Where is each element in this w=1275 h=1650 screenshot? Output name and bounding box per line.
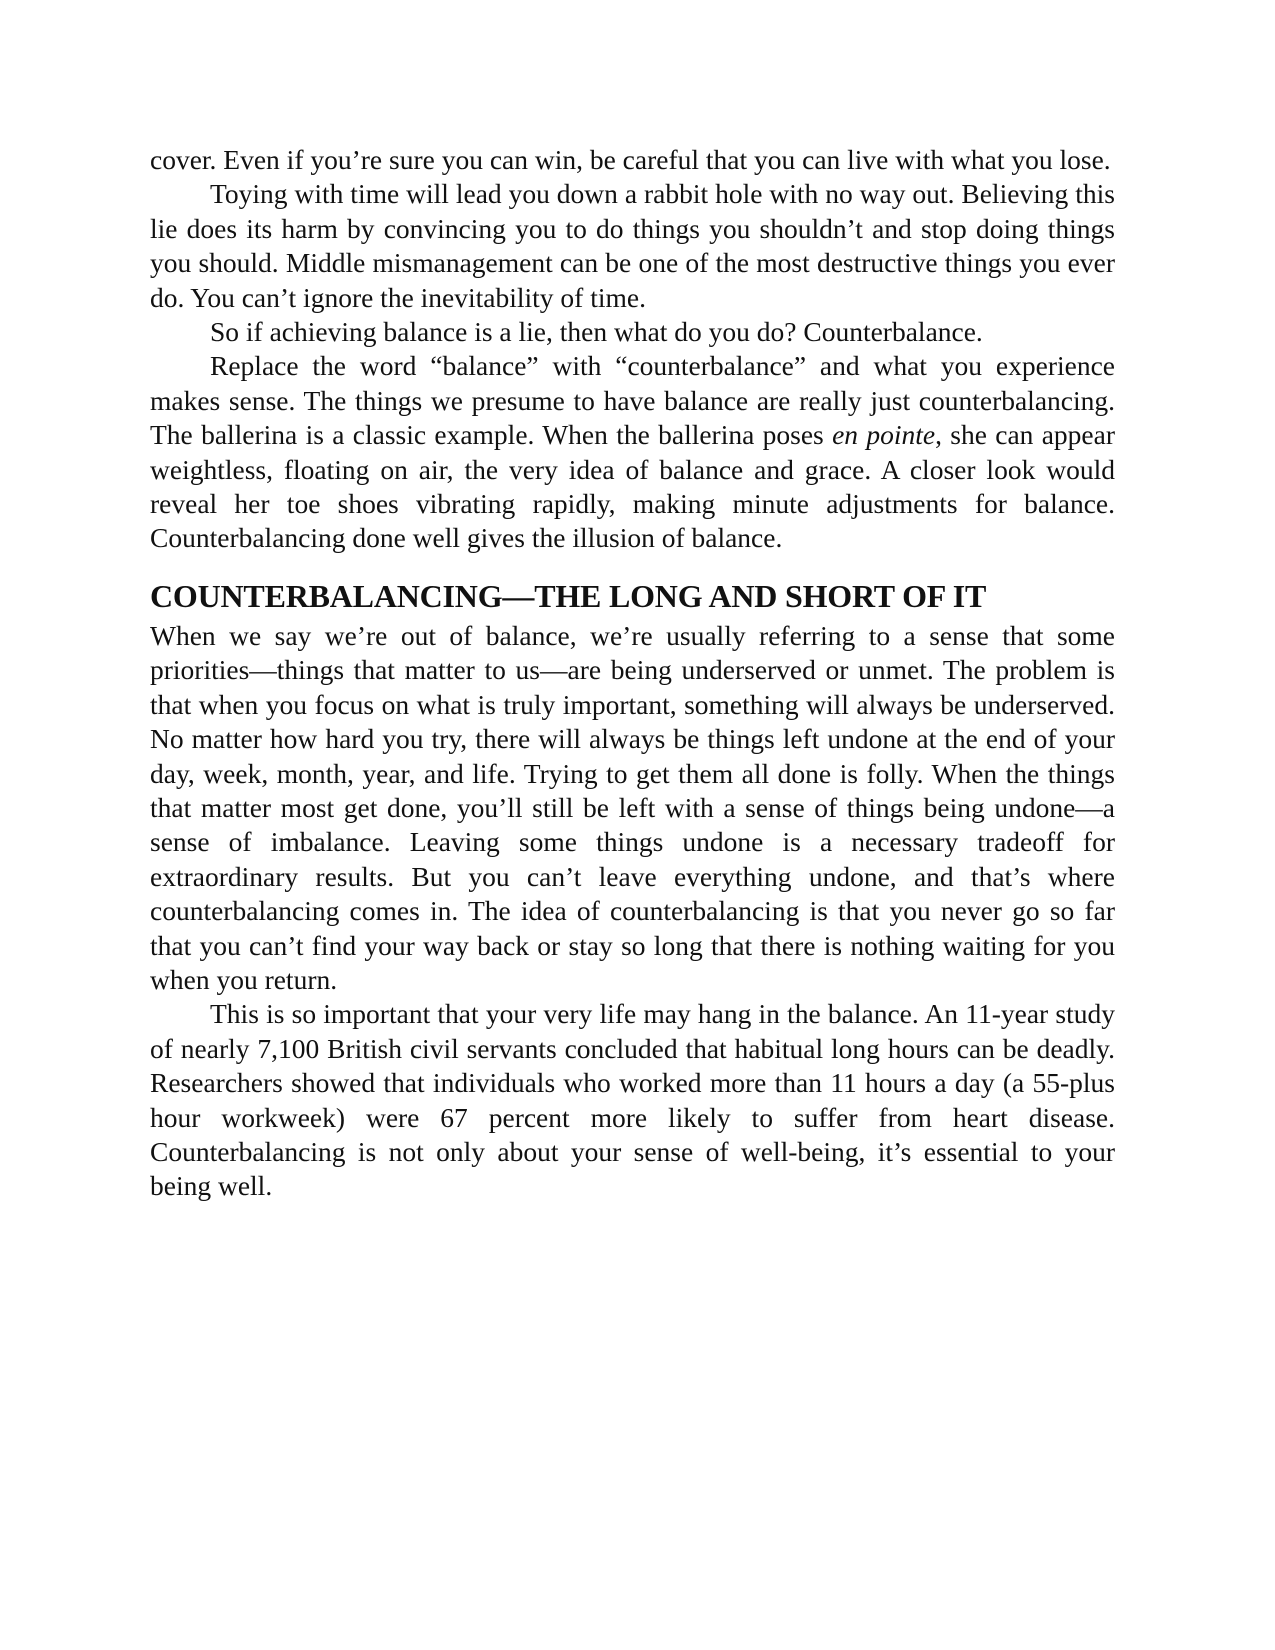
italic-en-pointe: en pointe bbox=[832, 419, 936, 451]
paragraph-continuation: cover. Even if you’re sure you can win, be careful that you can live with what you lose. bbox=[150, 144, 1111, 175]
book-page bbox=[150, 143, 1115, 1204]
paragraph-toying-with-time: Toying with time will lead you down a rabbit hole with no way out. Believing this lie does its harm by convincing you to do things you shouldn’t and stop doing things you should. Middle mismanagement can be one of the most destructive things you ever do. You can’t ignore the inevitability of time. bbox=[150, 178, 1115, 313]
paragraph-study: This is so important that your very life may hang in the balance. An 11-year study of nearly 7,100 British civil servants concluded that habitual long hours can be deadly. Researchers showed that individuals who worked more than 11 hours a day (a 55-plus hour workweek) were 67 percent more likely to suffer from heart disease. Counterbalancing is not only about your sense of well-being, it’s essential to your being well. bbox=[150, 998, 1115, 1202]
paragraph-ballerina-text-a: Replace the word “balance” with “counterbalance” and what you experience makes sense. The things we presume to have balance are really just counterbalancing. The ballerina is a classic example. When the ballerina poses bbox=[150, 350, 1115, 451]
paragraph-out-of-balance: When we say we’re out of balance, we’re usually referring to a sense that some priorities—things that matter to us—are being underserved or unmet. The problem is that when you focus on what is truly important, something will always be underserved. No matter how hard you try, there will always be things left undone at the end of your day, week, month, year, and life. Trying to get them all done is folly. When the things that matter most get done, you’ll still be left with a sense of things being undone—a sense of imbalance. Leaving some things undone is a necessary tradeoff for extraordinary results. But you can’t leave everything undone, and that’s where counterbalancing comes in. The idea of counterbalancing is that you never go so far that you can’t find your way back or stay so long that there is nothing waiting for you when you return. bbox=[150, 619, 1115, 995]
paragraph-ballerina bbox=[150, 349, 1115, 555]
paragraph-counterbalance-answer: So if achieving balance is a lie, then what do you do? Counterbalance. bbox=[210, 316, 983, 348]
section-heading: COUNTERBALANCING—THE LONG AND SHORT OF IT bbox=[150, 577, 987, 614]
paragraph-ballerina-text-b: , she can appear weightless, floating on air, the very idea of balance and grace. A closer look would reveal her toe shoes vibrating rapidly, making minute adjustments for balance. Counterbalancing done well gives the illusion of balance. bbox=[150, 419, 1115, 554]
